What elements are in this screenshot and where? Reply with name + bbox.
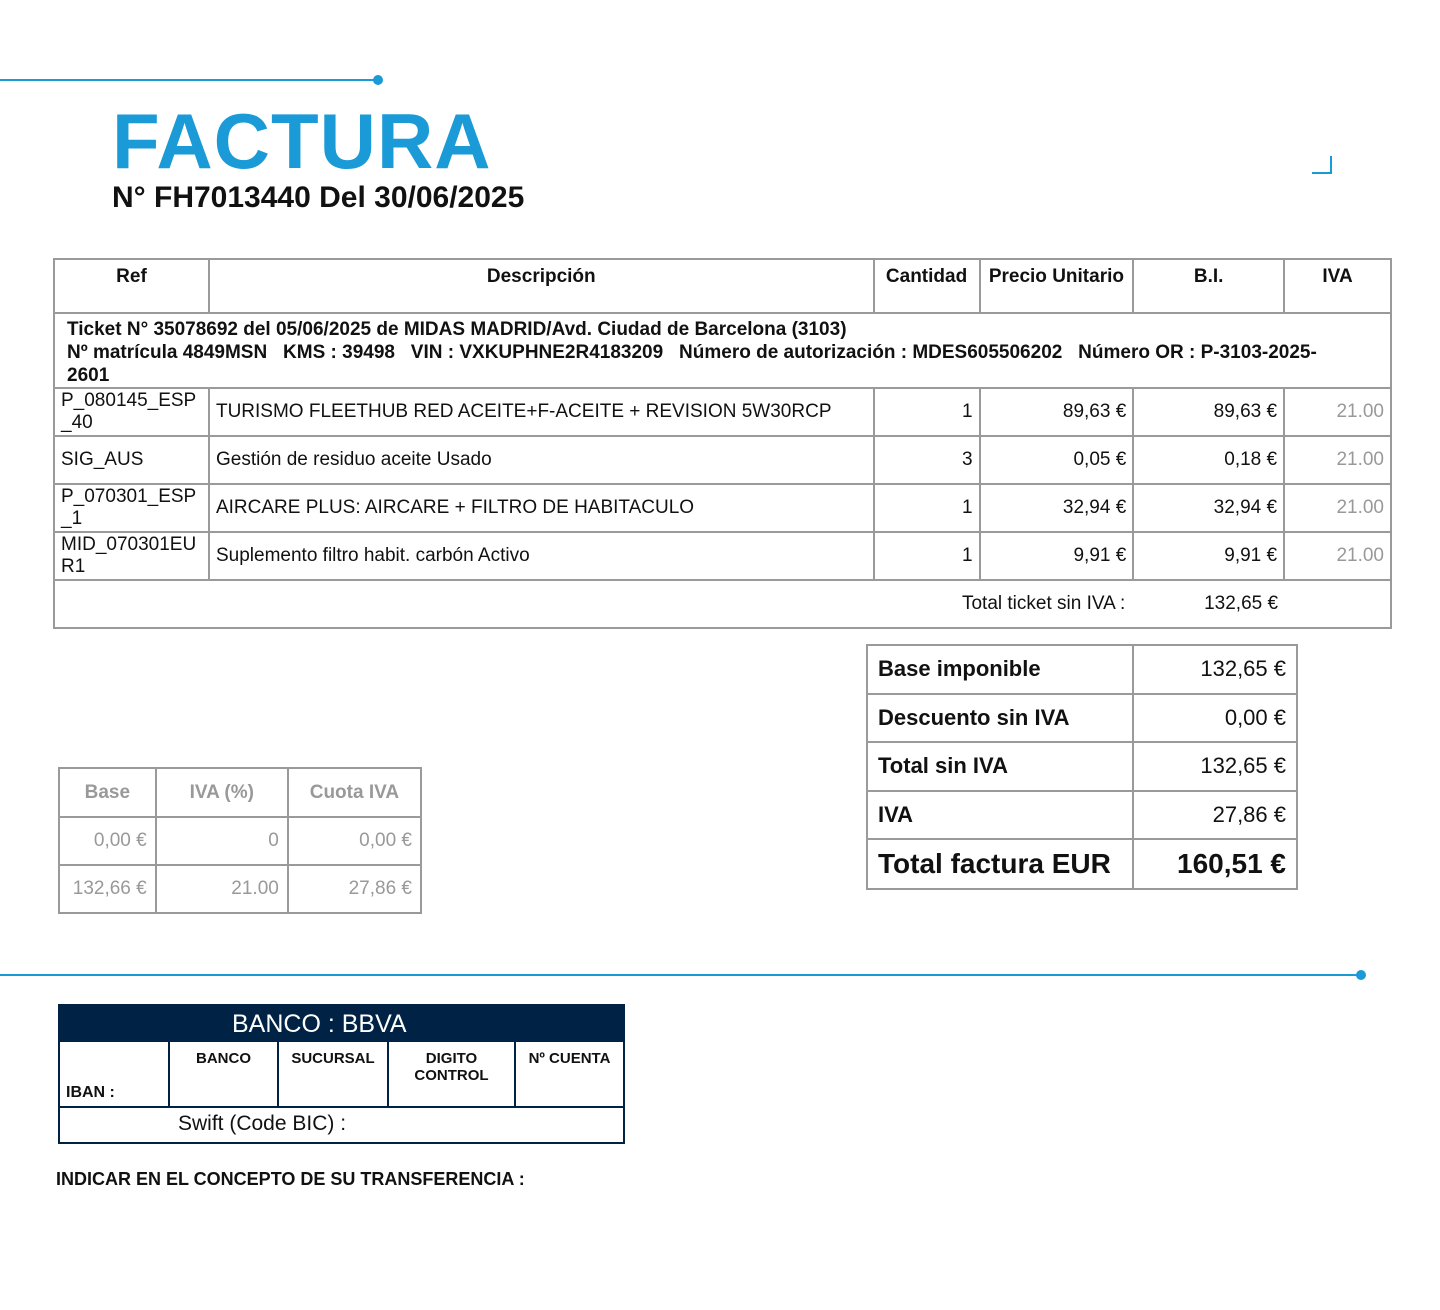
ticket-line-1: Ticket N° 35078692 del 05/06/2025 de MIDAS MADRID/Avd. Ciudad de Barcelona (3103)	[67, 319, 847, 340]
item-iva: 21.00	[1284, 484, 1391, 532]
bank-details-box	[58, 1004, 625, 1144]
bank-col-sucursal: SUCURSAL	[279, 1042, 389, 1106]
corner-mark	[1312, 156, 1332, 174]
summary-row	[867, 791, 1297, 840]
ticket-total-label: Total ticket sin IVA :	[54, 580, 1133, 628]
vat-base: 132,66 €	[59, 865, 156, 913]
ticket-total-empty	[1284, 580, 1391, 628]
ticket-info-row	[54, 313, 1391, 388]
item-unit-price: 0,05 €	[980, 436, 1134, 484]
item-description: Gestión de residuo aceite Usado	[209, 436, 874, 484]
item-quantity: 1	[874, 484, 980, 532]
summary-row	[867, 645, 1297, 694]
col-header-unit-price: Precio Unitario	[980, 259, 1134, 313]
item-ref-line-2: R1	[61, 556, 86, 577]
col-header-bi: B.I.	[1133, 259, 1284, 313]
summary-value: 132,65 €	[1133, 645, 1297, 694]
ticket-info	[54, 313, 1391, 388]
item-ref	[54, 532, 209, 580]
invoice-total-label: Total factura EUR	[867, 839, 1133, 889]
table-row	[54, 436, 1391, 484]
item-ref-line-2: _40	[61, 412, 93, 433]
summary-label: Descuento sin IVA	[867, 694, 1133, 743]
table-row	[54, 484, 1391, 532]
vat-base: 0,00 €	[59, 817, 156, 865]
summary-value: 27,86 €	[1133, 791, 1297, 840]
table-row	[59, 865, 421, 913]
invoice-total-row	[867, 839, 1297, 889]
bank-separator	[60, 1106, 623, 1108]
bank-title: BANCO : BBVA	[60, 1006, 623, 1042]
vat-amount: 27,86 €	[288, 865, 421, 913]
item-ref	[54, 484, 209, 532]
item-iva: 21.00	[1284, 388, 1391, 436]
invoice-total-value: 160,51 €	[1133, 839, 1297, 889]
item-bi: 9,91 €	[1133, 532, 1284, 580]
col-header-iva: IVA	[1284, 259, 1391, 313]
vat-col-rate: IVA (%)	[156, 768, 288, 817]
summary-label: Base imponible	[867, 645, 1133, 694]
item-ref-line-1: MID_070301EU	[61, 534, 197, 555]
summary-value: 132,65 €	[1133, 742, 1297, 791]
iban-label: IBAN :	[66, 1084, 115, 1101]
item-description: Suplemento filtro habit. carbón Activo	[209, 532, 874, 580]
item-quantity: 3	[874, 436, 980, 484]
bank-col-cuenta: Nº CUENTA	[528, 1050, 611, 1067]
items-header-row	[54, 259, 1391, 313]
item-ref-line-1: P_080145_ESP	[61, 390, 197, 411]
invoice-items-table	[53, 258, 1392, 629]
table-row	[54, 532, 1391, 580]
top-divider-line	[0, 79, 378, 81]
summary-row	[867, 694, 1297, 743]
table-row	[54, 388, 1391, 436]
summary-value: 0,00 €	[1133, 694, 1297, 743]
swift-label: Swift (Code BIC) :	[178, 1112, 347, 1135]
item-ref-line-1: P_070301_ESP	[61, 486, 197, 507]
vat-col-amount: Cuota IVA	[288, 768, 421, 817]
bottom-divider-dot	[1356, 970, 1366, 980]
col-header-description: Descripción	[209, 259, 874, 313]
ticket-line-2: Nº matrícula 4849MSN KMS : 39498 VIN : VXKUPHNE2R4183209 Número de autorización : MDES605506202 Número OR : P-3103-2025-	[67, 342, 1317, 363]
vat-breakdown-table	[58, 767, 422, 914]
item-bi: 32,94 €	[1133, 484, 1284, 532]
item-quantity: 1	[874, 388, 980, 436]
vat-rate: 21.00	[156, 865, 288, 913]
item-quantity: 1	[874, 532, 980, 580]
transfer-concept-note: INDICAR EN EL CONCEPTO DE SU TRANSFERENCIA :	[56, 1169, 525, 1189]
item-bi: 89,63 €	[1133, 388, 1284, 436]
summary-label: IVA	[867, 791, 1133, 840]
table-row	[59, 817, 421, 865]
vat-amount: 0,00 €	[288, 817, 421, 865]
bank-col-banco: BANCO	[170, 1042, 279, 1106]
item-ref-line-2: _1	[61, 508, 83, 529]
bottom-divider-line	[0, 974, 1360, 976]
ticket-total-row	[54, 580, 1391, 628]
top-divider-dot	[373, 75, 383, 85]
item-ref-line-1: SIG_AUS	[61, 449, 144, 470]
bank-col-digito-control: DIGITO CONTROL	[389, 1042, 516, 1106]
item-unit-price: 89,63 €	[980, 388, 1134, 436]
invoice-number-date: N° FH7013440 Del 30/06/2025	[112, 181, 525, 214]
item-iva: 21.00	[1284, 532, 1391, 580]
invoice-summary-table	[866, 644, 1298, 890]
col-header-ref: Ref	[54, 259, 209, 313]
vat-rate: 0	[156, 817, 288, 865]
ticket-line-3: 2601	[67, 365, 110, 386]
invoice-title: FACTURA	[112, 97, 492, 185]
ticket-total-value: 132,65 €	[1133, 580, 1284, 628]
item-ref	[54, 388, 209, 436]
item-description: TURISMO FLEETHUB RED ACEITE+F-ACEITE + REVISION 5W30RCP	[209, 388, 874, 436]
summary-row	[867, 742, 1297, 791]
vat-col-base: Base	[59, 768, 156, 817]
item-ref	[54, 436, 209, 484]
vat-header-row	[59, 768, 421, 817]
item-unit-price: 32,94 €	[980, 484, 1134, 532]
item-bi: 0,18 €	[1133, 436, 1284, 484]
item-iva: 21.00	[1284, 436, 1391, 484]
item-unit-price: 9,91 €	[980, 532, 1134, 580]
item-description: AIRCARE PLUS: AIRCARE + FILTRO DE HABITACULO	[209, 484, 874, 532]
col-header-quantity: Cantidad	[874, 259, 980, 313]
summary-label: Total sin IVA	[867, 742, 1133, 791]
